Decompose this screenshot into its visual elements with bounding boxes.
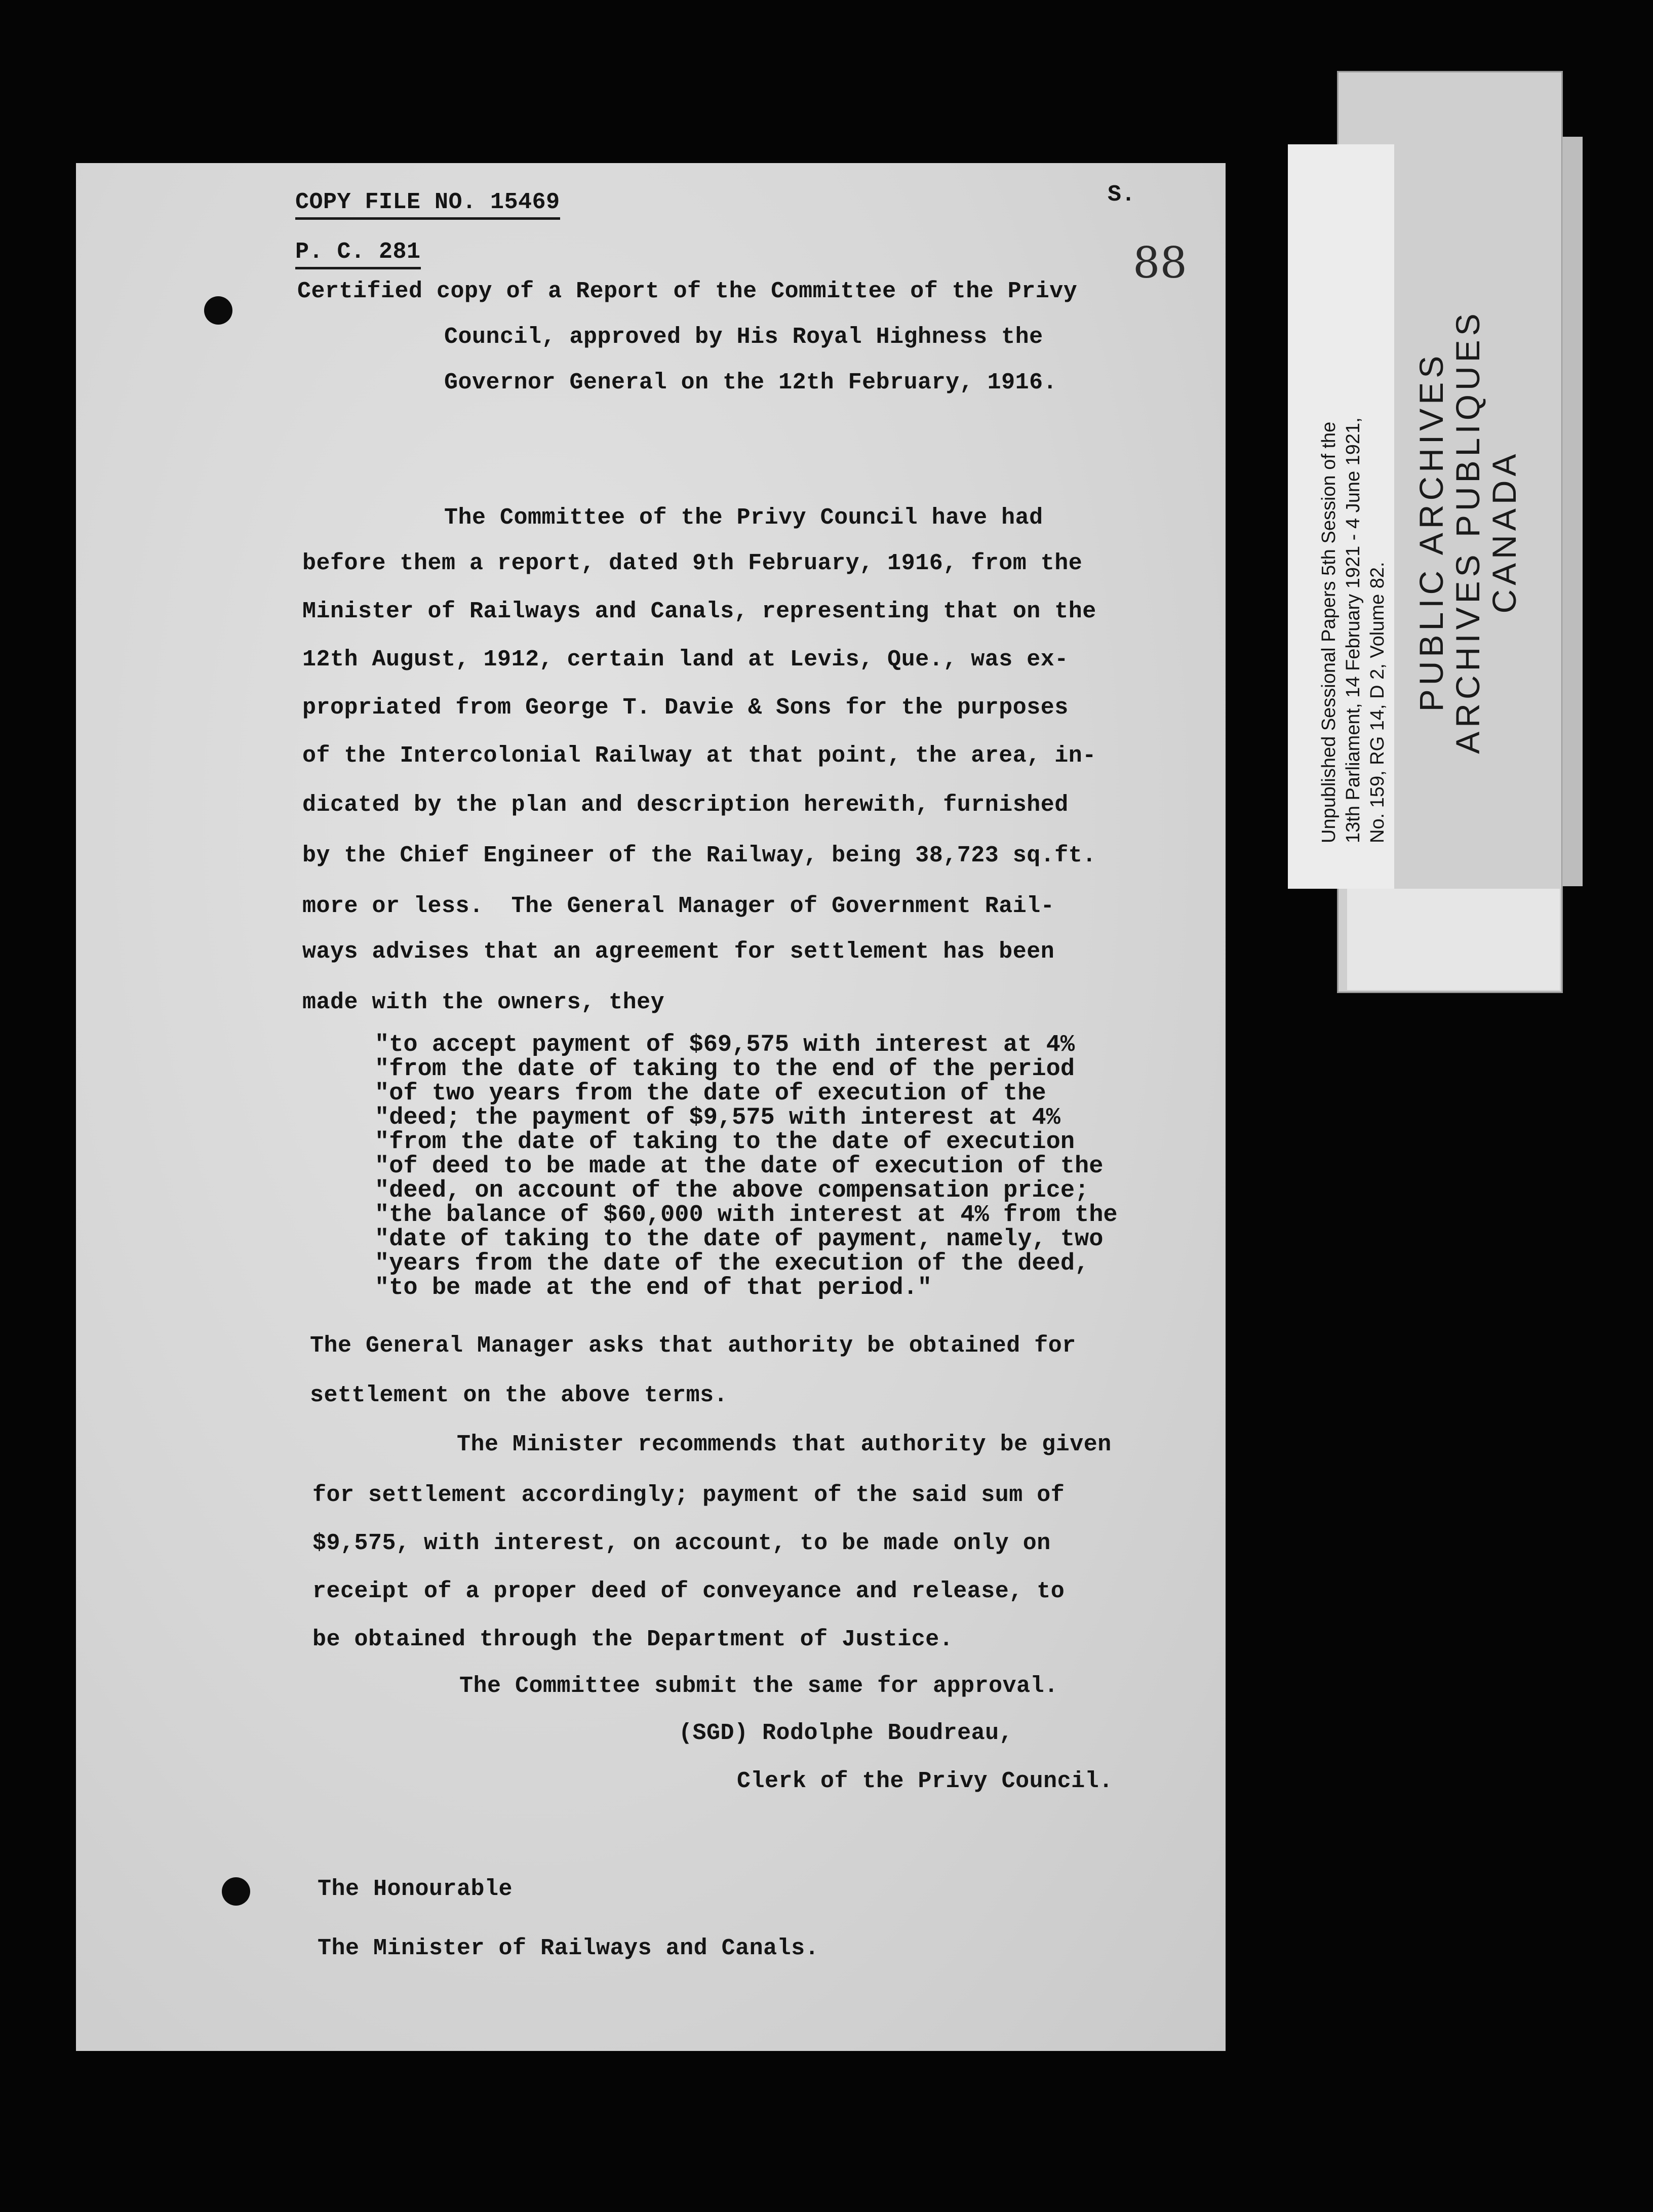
punch-hole-top xyxy=(204,296,232,325)
body-line: The General Manager asks that authority be obtained for xyxy=(310,1333,1076,1359)
body-line: made with the owners, they xyxy=(302,990,665,1015)
archives-stamp-line: ARCHIVES PUBLIQUES xyxy=(1449,309,1486,754)
body-line: settlement on the above terms. xyxy=(310,1382,728,1408)
document-page xyxy=(76,163,1226,2051)
body-line: $9,575, with interest, on account, to be made only on xyxy=(312,1530,1051,1556)
title-line-1: Certified copy of a Report of the Committee of the Privy xyxy=(297,279,1078,304)
archive-tag-edge xyxy=(1562,137,1583,886)
body-line: ways advises that an agreement for settlement has been xyxy=(302,939,1055,965)
title-line-2: Council, approved by His Royal Highness the xyxy=(444,324,1043,350)
quote-line: "deed; the payment of $9,575 with interest at 4% xyxy=(375,1104,1060,1131)
body-line: The Committee submit the same for approval. xyxy=(459,1673,1058,1699)
archives-stamp-line: CANADA xyxy=(1485,450,1523,614)
quote-line: "date of taking to the date of payment, namely, two xyxy=(375,1226,1104,1253)
body-line: The Committee of the Privy Council have had xyxy=(444,505,1043,531)
copy-file-number: COPY FILE NO. 15469 xyxy=(295,189,560,220)
quote-line: "to accept payment of $69,575 with interest at 4% xyxy=(375,1032,1075,1058)
archive-citation-line: 13th Parliament, 14 February 1921 - 4 June 1921, xyxy=(1343,417,1364,843)
quote-line: "deed, on account of the above compensation price; xyxy=(375,1177,1089,1204)
quote-line: "the balance of $60,000 with interest at 4% from the xyxy=(375,1202,1118,1229)
archive-citation xyxy=(1317,417,1390,843)
body-line: for settlement accordingly; payment of the said sum of xyxy=(312,1482,1065,1508)
quote-line: "years from the date of the execution of the deed, xyxy=(375,1250,1089,1277)
body-line: of the Intercolonial Railway at that point, the area, in- xyxy=(302,743,1096,769)
body-line: by the Chief Engineer of the Railway, being 38,723 sq.ft. xyxy=(302,843,1096,868)
body-line: receipt of a proper deed of conveyance and release, to xyxy=(312,1578,1065,1604)
quote-line: "of two years from the date of execution of the xyxy=(375,1080,1046,1107)
body-line: 12th August, 1912, certain land at Levis, Que., was ex- xyxy=(302,647,1069,673)
archives-stamp xyxy=(1413,304,1522,760)
body-line: before them a report, dated 9th February, 1916, from the xyxy=(302,550,1083,576)
punch-hole-bottom xyxy=(222,1877,250,1906)
quote-line: "from the date of taking to the date of execution xyxy=(375,1129,1075,1156)
signature-name: (SGD) Rodolphe Boudreau, xyxy=(679,1720,1013,1746)
addressee: The Minister of Railways and Canals. xyxy=(318,1936,819,1961)
archive-tag-fold xyxy=(1347,889,1560,990)
body-line: more or less. The General Manager of Government Rail- xyxy=(302,893,1055,919)
archive-citation-line: No. 159, RG 14, D 2, Volume 82. xyxy=(1367,562,1388,843)
series-mark: S. xyxy=(1108,182,1136,208)
body-line: The Minister recommends that authority be given xyxy=(457,1432,1112,1457)
quote-line: "of deed to be made at the date of execution of the xyxy=(375,1153,1104,1180)
archives-stamp-line: PUBLIC ARCHIVES xyxy=(1412,351,1450,712)
body-line: propriated from George T. Davie & Sons for the purposes xyxy=(302,695,1069,721)
addressee-salutation: The Honourable xyxy=(318,1876,513,1902)
folio-number: 88 xyxy=(1133,238,1187,288)
title-line-3: Governor General on the 12th February, 1916. xyxy=(444,370,1057,396)
body-line: Minister of Railways and Canals, representing that on the xyxy=(302,599,1096,624)
body-line: dicated by the plan and description herewith, furnished xyxy=(302,792,1069,818)
quote-line: "to be made at the end of that period." xyxy=(375,1275,932,1301)
quote-line: "from the date of taking to the end of the period xyxy=(375,1056,1075,1083)
signature-title: Clerk of the Privy Council. xyxy=(737,1768,1113,1794)
archive-citation-line: Unpublished Sessional Papers 5th Session of the xyxy=(1318,421,1340,843)
privy-council-number: P. C. 281 xyxy=(295,239,421,269)
body-line: be obtained through the Department of Justice. xyxy=(312,1627,954,1652)
